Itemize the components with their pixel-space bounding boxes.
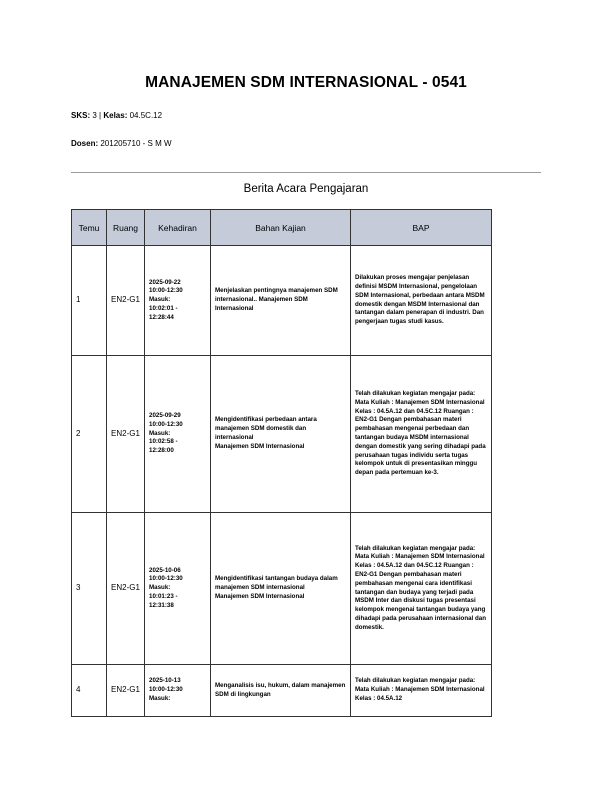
cell-bahan-kajian: Mengidentifikasi perbedaan antara manajemen SDM domestik dan internasional Manajemen SDM Internasional: [211, 356, 351, 513]
kelas-label: Kelas: [103, 111, 125, 120]
cell-kehadiran: 2025-10-13 10:00-12:30 Masuk:: [145, 665, 211, 717]
cell-ruang: EN2-G1: [107, 356, 145, 513]
table-row: [72, 665, 492, 717]
table-header-row: [72, 210, 492, 246]
header-bahan-kajian: Bahan Kajian: [211, 210, 351, 246]
table-row: [72, 356, 492, 513]
header-temu: Temu: [72, 210, 107, 246]
section-title: Berita Acara Pengajaran: [243, 183, 369, 195]
table-row: [72, 513, 492, 665]
divider: [71, 172, 541, 173]
header-bap: BAP: [351, 210, 492, 246]
cell-ruang: EN2-G1: [107, 513, 145, 665]
course-info: SKS: 3 | Kelas: 04.5C.12: [71, 111, 163, 120]
cell-ruang: EN2-G1: [107, 246, 145, 356]
dosen-label: Dosen: [71, 139, 96, 148]
cell-temu: 4: [72, 665, 107, 717]
cell-bap: Dilakukan proses mengajar penjelasan definisi MSDM Internasional, pengelolaan SDM Internasional, perbedaan antara MSDM domestik dengan MSDM Internasional dan tantangan dalam penerapan di industri. Dan pengerjaan tugas studi kasus.: [351, 246, 492, 356]
page-title: MANAJEMEN SDM INTERNASIONAL - 0541: [145, 74, 467, 91]
cell-bap: Telah dilakukan kegiatan mengajar pada: Mata Kuliah : Manajemen SDM Internasional Kelas : 04.5A.12: [351, 665, 492, 717]
cell-bap: Telah dilakukan kegiatan mengajar pada: Mata Kuliah : Manajemen SDM Internasional Kelas : 04.5A.12 dan 04.5C.12 Ruangan : EN2-G1 Dengan pembahasan materi pembahasan mengenai perbedaan dan tantangan budaya MSDM internasional dengan domestik yang sering dihadapi pada perusahaan tugas individu serta tugas kelompok untuk di presentasikan minggu depan pada pertemuan ke-3.: [351, 356, 492, 513]
cell-temu: 3: [72, 513, 107, 665]
cell-ruang: EN2-G1: [107, 665, 145, 717]
cell-bahan-kajian: Mengidentifikasi tantangan budaya dalam manajemen SDM internasional Manajemen SDM Internasional: [211, 513, 351, 665]
header-kehadiran: Kehadiran: [145, 210, 211, 246]
cell-temu: 1: [72, 246, 107, 356]
sks-label: SKS: [71, 111, 88, 120]
cell-kehadiran: 2025-09-22 10:00-12:30 Masuk: 10:02:01 - 12:28:44: [145, 246, 211, 356]
header-ruang: Ruang: [107, 210, 145, 246]
lecturer-info: Dosen: 201205710 - S M W: [71, 139, 172, 148]
cell-kehadiran: 2025-10-06 10:00-12:30 Masuk: 10:01:23 - 12:31:38: [145, 513, 211, 665]
cell-bahan-kajian: Menjelaskan pentingnya manajemen SDM internasional.. Manajemen SDM Internasional: [211, 246, 351, 356]
sks-value: 3: [92, 111, 97, 120]
cell-temu: 2: [72, 356, 107, 513]
dosen-value: 201205710 - S M W: [100, 139, 172, 148]
cell-bap: Telah dilakukan kegiatan mengajar pada: Mata Kuliah : Manajemen SDM Internasional Kelas : 04.5A.12 dan 04.5C.12 Ruangan : EN2-G1 Dengan pembahasan materi pembahasan mengenai cara identifikasi tantangan dan budaya yang terjadi pada MSDM Inter dan diskusi tugas presentasi kelompok mengenai tantangan budaya yang dihadapi pada perusahaan internasional dan domestik.: [351, 513, 492, 665]
cell-bahan-kajian: Menganalisis isu, hukum, dalam manajemen SDM di lingkungan: [211, 665, 351, 717]
kelas-value: 04.5C.12: [129, 111, 163, 120]
bap-table: [71, 209, 492, 717]
cell-kehadiran: 2025-09-29 10:00-12:30 Masuk: 10:02:58 - 12:28:00: [145, 356, 211, 513]
table-row: [72, 246, 492, 356]
